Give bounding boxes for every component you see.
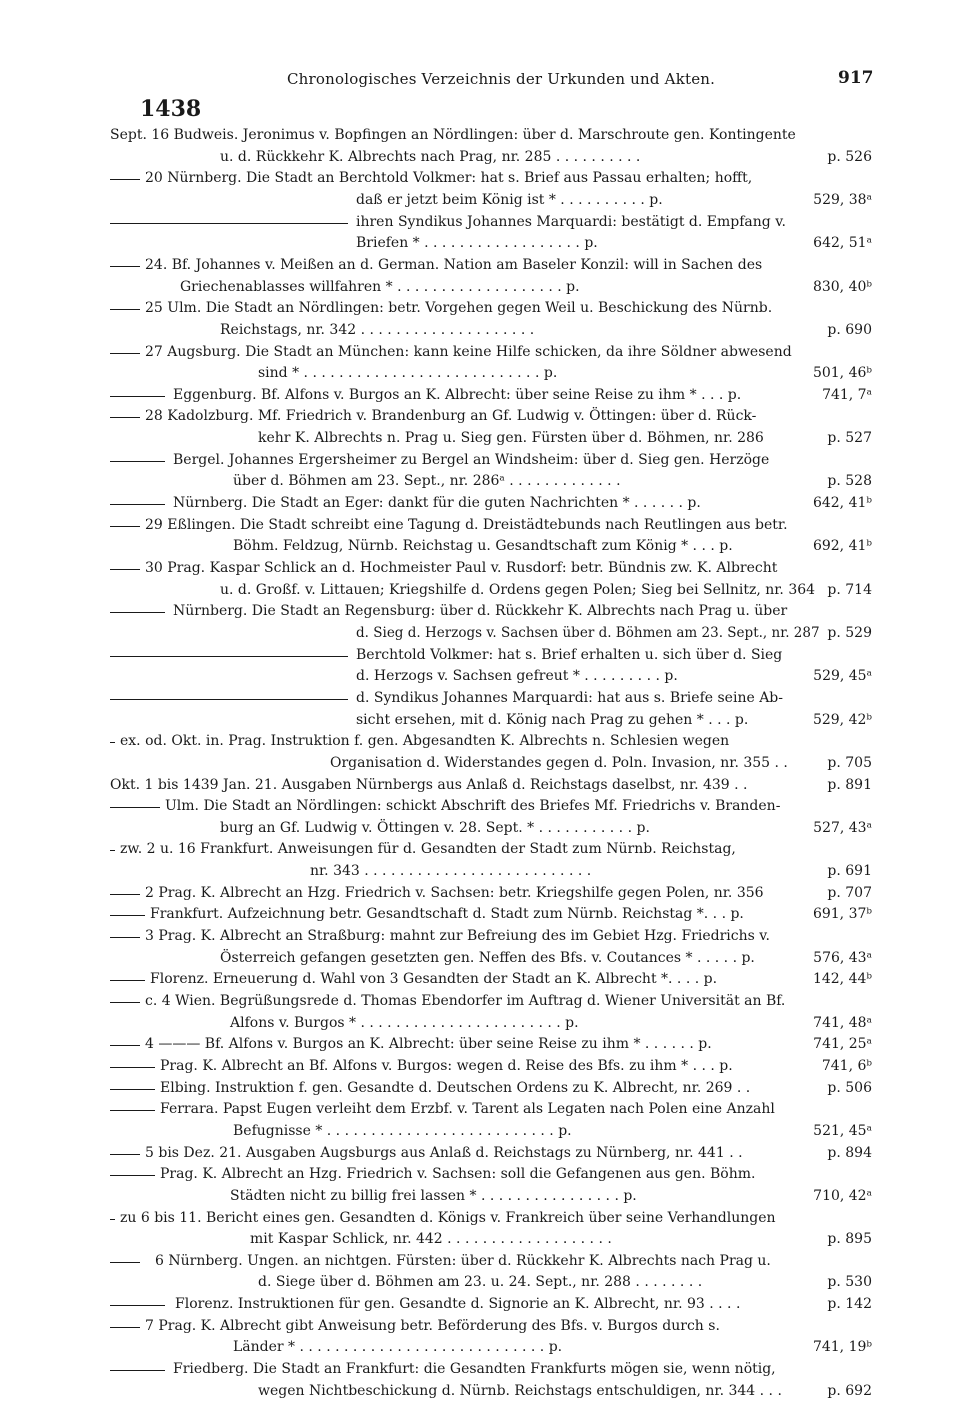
entry-line bbox=[0, 342, 960, 362]
entry-text: über d. Böhmen am 23. Sept., nr. 286ᵃ . . . . . . . . . . . . . bbox=[233, 473, 621, 490]
ditto-rule bbox=[110, 1089, 155, 1090]
page-reference: p. 526 bbox=[827, 148, 872, 165]
entry-line bbox=[0, 406, 960, 426]
entry-text: daß er jetzt beim König ist * . . . . . . . . . . p. bbox=[356, 191, 663, 208]
entry-line bbox=[0, 948, 960, 968]
ditto-rule bbox=[110, 417, 140, 418]
entry-text: sind * . . . . . . . . . . . . . . . . . . . . . . . . . . . p. bbox=[258, 365, 558, 382]
page-reference: 529, 38ᵃ bbox=[813, 191, 872, 208]
page-reference: p. 690 bbox=[827, 321, 872, 338]
entry-line bbox=[0, 1251, 960, 1271]
entry-line bbox=[0, 125, 960, 145]
entry-text: 28 Kadolzburg. Mf. Friedrich v. Brandenburg an Gf. Ludwig v. Öttingen: über d. Rück- bbox=[145, 408, 757, 425]
entry-text: Elbing. Instruktion f. gen. Gesandte d. Deutschen Ordens zu K. Albrecht, nr. 269 . . bbox=[160, 1079, 751, 1096]
entry-line bbox=[0, 818, 960, 838]
ditto-rule bbox=[110, 742, 115, 743]
entry-text: Prag. K. Albrecht an Hzg. Friedrich v. Sachsen: soll die Gefangenen aus gen. Böhm. bbox=[160, 1166, 756, 1183]
entry-line bbox=[0, 1337, 960, 1357]
ditto-rule bbox=[110, 1370, 165, 1371]
ditto-rule bbox=[110, 179, 140, 180]
entry-line bbox=[0, 147, 960, 167]
entry-text: 25 Ulm. Die Stadt an Nördlingen: betr. Vorgehen gegen Weil u. Beschickung des Nürnb. bbox=[145, 300, 773, 317]
entry-text: 30 Prag. Kaspar Schlick an d. Hochmeister Paul v. Rusdorf: betr. Bündnis zw. K. Albrecht bbox=[145, 560, 778, 576]
entry-line bbox=[0, 1143, 960, 1163]
entry-text: 29 Eßlingen. Die Stadt schreibt eine Tagung d. Dreistädtebunds nach Reutlingen aus betr. bbox=[145, 516, 788, 533]
entry-text: 6 Nürnberg. Ungen. an nichtgen. Fürsten: über d. Rückkehr K. Albrechts nach Prag u. bbox=[155, 1252, 771, 1269]
entry-line bbox=[0, 515, 960, 535]
entry-text: Organisation d. Widerstandes gegen d. Poln. Invasion, nr. 355 . . bbox=[330, 754, 788, 771]
entry-text: Ferrara. Papst Eugen verleiht dem Erzbf. v. Tarent als Legaten nach Polen eine Anzahl bbox=[160, 1101, 775, 1118]
entry-line bbox=[0, 1078, 960, 1098]
entry-line bbox=[0, 775, 960, 795]
entry-text: mit Kaspar Schlick, nr. 442 . . . . . . . . . . . . . . . . . . . bbox=[250, 1231, 612, 1248]
ditto-rule bbox=[110, 937, 140, 938]
entry-text: Florenz. Instruktionen für gen. Gesandte d. Signorie an K. Albrecht, nr. 93 . . . . bbox=[175, 1296, 741, 1313]
entry-text: Briefen * . . . . . . . . . . . . . . . . . . p. bbox=[356, 235, 598, 252]
entry-text: Länder * . . . . . . . . . . . . . . . . . . . . . . . . . . . . p. bbox=[233, 1339, 563, 1356]
ditto-rule bbox=[110, 1110, 155, 1111]
entry-text: d. Herzogs v. Sachsen gefreut * . . . . . . . . . p. bbox=[356, 668, 678, 685]
ditto-rule bbox=[110, 353, 140, 354]
page-reference: p. 529 bbox=[827, 624, 872, 641]
ditto-rule bbox=[110, 1154, 140, 1155]
page-reference: p. 142 bbox=[827, 1296, 872, 1313]
entry-text: Nürnberg. Die Stadt an Eger: dankt für die guten Nachrichten * . . . . . . p. bbox=[173, 495, 701, 512]
entry-line bbox=[0, 580, 960, 600]
ditto-rule bbox=[110, 526, 140, 527]
entry-text: 27 Augsburg. Die Stadt an München: kann keine Hilfe schicken, da ihre Söldner abwesend bbox=[145, 343, 792, 360]
page-reference: 691, 37ᵇ bbox=[812, 906, 872, 923]
entry-text: Ulm. Die Stadt an Nördlingen: schickt Abschrift des Briefes Mf. Friedrichs v. Branden- bbox=[165, 798, 781, 815]
entry-line bbox=[0, 363, 960, 383]
entry-text: ex. od. Okt. in. Prag. Instruktion f. gen. Abgesandten K. Albrechts n. Schlesien wegen bbox=[120, 733, 730, 750]
entry-line bbox=[0, 645, 960, 665]
entry-line bbox=[0, 710, 960, 730]
ditto-rule bbox=[110, 396, 165, 397]
entry-text: Griechenablasses willfahren * . . . . . . . . . . . . . . . . . . . p. bbox=[180, 278, 580, 295]
entry-line bbox=[0, 688, 960, 708]
ditto-rule bbox=[110, 850, 115, 851]
entry-text: Berchtold Volkmer: hat s. Brief erhalten u. sich über d. Sieg bbox=[356, 646, 783, 663]
page-reference: 521, 45ᵃ bbox=[813, 1122, 872, 1139]
entry-text: d. Siege über d. Böhmen am 23. u. 24. Sept., nr. 288 . . . . . . . . bbox=[258, 1274, 703, 1291]
page-reference: p. 891 bbox=[827, 776, 872, 793]
ditto-rule bbox=[110, 1045, 140, 1046]
page-reference: p. 692 bbox=[827, 1382, 872, 1399]
entry-text: u. d. Großf. v. Littauen; Kriegshilfe d. Ordens gegen Polen; Sieg bei Sellnitz, nr. 364 bbox=[220, 581, 816, 598]
entry-text: ihren Syndikus Johannes Marquardi: bestätigt d. Empfang v. bbox=[356, 213, 786, 230]
page-reference: p. 707 bbox=[827, 884, 872, 901]
entry-text: Böhm. Feldzug, Nürnb. Reichstag u. Gesandtschaft zum König * . . . p. bbox=[233, 538, 733, 555]
entry-text: u. d. Rückkehr K. Albrechts nach Prag, nr. 285 . . . . . . . . . . bbox=[220, 148, 641, 165]
page-reference: p. 691 bbox=[827, 863, 872, 880]
ditto-rule bbox=[110, 612, 165, 613]
entry-line bbox=[0, 558, 960, 578]
entry-text: Nürnberg. Die Stadt an Regensburg: über d. Rückkehr K. Albrechts nach Prag u. über bbox=[173, 603, 788, 620]
page-reference: 692, 41ᵇ bbox=[812, 538, 872, 555]
ditto-rule bbox=[110, 223, 348, 224]
entry-text: burg an Gf. Ludwig v. Öttingen v. 28. Sept. * . . . . . . . . . . . p. bbox=[220, 819, 650, 836]
entry-line bbox=[0, 926, 960, 946]
entry-text: Florenz. Erneuerung d. Wahl von 3 Gesandten der Stadt an K. Albrecht *. . . . p. bbox=[150, 971, 718, 988]
ditto-rule bbox=[110, 807, 160, 808]
page-reference: 576, 43ᵃ bbox=[813, 949, 872, 966]
entry-line bbox=[0, 450, 960, 470]
ditto-rule bbox=[110, 504, 165, 505]
entry-text: d. Syndikus Johannes Marquardi: hat aus s. Briefe seine Ab- bbox=[356, 689, 783, 706]
page-reference: p. 705 bbox=[827, 754, 872, 771]
entry-text: Frankfurt. Aufzeichnung betr. Gesandtschaft d. Stadt zum Nürnb. Reichstag *. . . p. bbox=[150, 906, 744, 923]
entry-line bbox=[0, 883, 960, 903]
ditto-rule bbox=[110, 1305, 165, 1306]
entry-line bbox=[0, 255, 960, 275]
entry-line bbox=[0, 1013, 960, 1033]
page-reference: 529, 42ᵇ bbox=[812, 711, 872, 728]
page-reference: 642, 51ᵃ bbox=[813, 235, 872, 252]
entry-line bbox=[0, 904, 960, 924]
entry-line bbox=[0, 623, 960, 643]
entry-line bbox=[0, 428, 960, 448]
entry-line bbox=[0, 1229, 960, 1249]
running-title: Chronologisches Verzeichnis der Urkunden und Akten. bbox=[287, 70, 716, 88]
year-heading: 1438 bbox=[140, 96, 202, 122]
entry-text: Österreich gefangen gesetzten gen. Neffen des Bfs. v. Coutances * . . . . . p. bbox=[220, 949, 755, 966]
entry-line bbox=[0, 969, 960, 989]
ditto-rule bbox=[110, 1002, 140, 1003]
entry-text: sicht ersehen, mit d. König nach Prag zu gehen * . . . p. bbox=[356, 711, 749, 728]
ditto-rule bbox=[110, 1327, 140, 1328]
ditto-rule bbox=[110, 569, 140, 570]
entry-text: 5 bis Dez. 21. Ausgaben Augsburgs aus Anlaß d. Reichstags zu Nürnberg, nr. 441 . . bbox=[145, 1144, 743, 1161]
ditto-rule bbox=[110, 266, 140, 267]
entry-text: Städten nicht zu billig frei lassen * . . . . . . . . . . . . . . . . p. bbox=[230, 1187, 637, 1204]
entry-line bbox=[0, 471, 960, 491]
entry-line bbox=[0, 1272, 960, 1292]
page-reference: 642, 41ᵇ bbox=[812, 495, 872, 512]
ditto-rule bbox=[110, 461, 165, 462]
entry-line bbox=[0, 493, 960, 513]
entry-line bbox=[0, 212, 960, 232]
page-reference: 527, 43ᵃ bbox=[813, 819, 872, 836]
entry-line bbox=[0, 168, 960, 188]
page-reference: p. 895 bbox=[827, 1231, 872, 1248]
page-reference: 830, 40ᵇ bbox=[812, 278, 872, 295]
entry-line bbox=[0, 1294, 960, 1314]
page-reference: 142, 44ᵇ bbox=[812, 971, 872, 988]
entry-text: Befugnisse * . . . . . . . . . . . . . . . . . . . . . . . . . . p. bbox=[233, 1122, 572, 1139]
page-reference: p. 506 bbox=[827, 1079, 872, 1096]
entry-text: 24. Bf. Johannes v. Meißen an d. German. Nation am Baseler Konzil: will in Sachen des bbox=[145, 256, 763, 273]
entry-text: d. Sieg d. Herzogs v. Sachsen über d. Böhmen am 23. Sept., nr. 287 bbox=[356, 624, 820, 641]
entry-line bbox=[0, 1164, 960, 1184]
ditto-rule bbox=[110, 1067, 155, 1068]
entry-text: Reichstags, nr. 342 . . . . . . . . . . . . . . . . . . . . bbox=[220, 321, 535, 338]
ditto-rule bbox=[110, 309, 140, 310]
entry-text: Friedberg. Die Stadt an Frankfurt: die Gesandten Frankfurts mögen sie, wenn nötig, bbox=[173, 1361, 776, 1378]
ditto-rule bbox=[110, 656, 348, 657]
entry-line bbox=[0, 601, 960, 621]
page-reference: p. 894 bbox=[827, 1144, 872, 1161]
entry-text: kehr K. Albrechts n. Prag u. Sieg gen. Fürsten über d. Böhmen, nr. 286 bbox=[258, 430, 764, 447]
entry-text: Prag. K. Albrecht an Bf. Alfons v. Burgos: wegen d. Reise des Bfs. zu ihm * . . . p. bbox=[160, 1057, 733, 1074]
entry-text: Eggenburg. Bf. Alfons v. Burgos an K. Albrecht: über seine Reise zu ihm * . . . p. bbox=[173, 386, 742, 403]
entry-line bbox=[0, 991, 960, 1011]
entry-text: c. 4 Wien. Begrüßungsrede d. Thomas Ebendorfer im Auftrag d. Wiener Universität an Bf. bbox=[145, 993, 786, 1009]
entry-text: Bergel. Johannes Ergersheimer zu Bergel an Windsheim: über d. Sieg gen. Herzöge bbox=[173, 451, 770, 468]
entry-line bbox=[0, 536, 960, 556]
page-reference: p. 527 bbox=[827, 430, 872, 447]
entry-line bbox=[0, 1208, 960, 1228]
entry-line bbox=[0, 1121, 960, 1141]
entry-line bbox=[0, 1034, 960, 1054]
ditto-rule bbox=[110, 915, 145, 916]
entry-line bbox=[0, 1099, 960, 1119]
entry-text: Sept. 16 Budweis. Jeronimus v. Bopfingen an Nördlingen: über d. Marschroute gen. Kontingente bbox=[110, 127, 796, 143]
page-number: 917 bbox=[838, 68, 874, 88]
page-reference: p. 528 bbox=[827, 473, 872, 490]
entry-line bbox=[0, 839, 960, 859]
page-reference: 741, 7ᵃ bbox=[822, 386, 872, 403]
ditto-rule bbox=[110, 699, 348, 700]
entry-line bbox=[0, 1381, 960, 1401]
entry-line bbox=[0, 190, 960, 210]
entry-text: nr. 343 . . . . . . . . . . . . . . . . . . . . . . . . . . bbox=[310, 863, 592, 880]
page-reference: 710, 42ᵃ bbox=[813, 1187, 872, 1204]
entry-line bbox=[0, 666, 960, 686]
page-reference: 529, 45ᵃ bbox=[813, 668, 872, 685]
entry-text: zu 6 bis 11. Bericht eines gen. Gesandten d. Königs v. Frankreich über seine Verhandlungen bbox=[120, 1209, 776, 1226]
entry-text: Okt. 1 bis 1439 Jan. 21. Ausgaben Nürnbergs aus Anlaß d. Reichstags daselbst, nr. 439 . . bbox=[110, 776, 748, 793]
ditto-rule bbox=[110, 1219, 115, 1220]
entry-line bbox=[0, 1316, 960, 1336]
entry-line bbox=[0, 385, 960, 405]
page-reference: 741, 48ᵃ bbox=[813, 1014, 872, 1031]
page-reference: 741, 6ᵇ bbox=[821, 1057, 872, 1074]
page-reference: 501, 46ᵇ bbox=[812, 365, 872, 382]
entry-line bbox=[0, 753, 960, 773]
ditto-rule bbox=[110, 1262, 140, 1263]
ditto-rule bbox=[110, 980, 145, 981]
entry-text: 2 Prag. K. Albrecht an Hzg. Friedrich v. Sachsen: betr. Kriegshilfe gegen Polen, nr. 356 bbox=[145, 884, 764, 901]
entry-line bbox=[0, 1056, 960, 1076]
page-reference: 741, 19ᵇ bbox=[812, 1339, 872, 1356]
entry-line bbox=[0, 731, 960, 751]
ditto-rule bbox=[110, 894, 140, 895]
entry-line bbox=[0, 796, 960, 816]
page-reference: p. 714 bbox=[827, 581, 872, 598]
entry-text: 20 Nürnberg. Die Stadt an Berchtold Volkmer: hat s. Brief aus Passau erhalten; hofft, bbox=[145, 170, 753, 187]
entry-text: wegen Nichtbeschickung d. Nürnb. Reichstags entschuldigen, nr. 344 . . . bbox=[258, 1382, 782, 1399]
page-reference: 741, 25ᵃ bbox=[813, 1036, 872, 1053]
ditto-rule bbox=[110, 1175, 155, 1176]
entry-line bbox=[0, 233, 960, 253]
entry-line bbox=[0, 1359, 960, 1379]
entry-text: Alfons v. Burgos * . . . . . . . . . . . . . . . . . . . . . . . p. bbox=[230, 1014, 579, 1031]
entry-line bbox=[0, 298, 960, 318]
entry-text: zw. 2 u. 16 Frankfurt. Anweisungen für d. Gesandten der Stadt zum Nürnb. Reichstag, bbox=[120, 841, 736, 858]
entry-line bbox=[0, 861, 960, 881]
entry-line bbox=[0, 277, 960, 297]
entry-text: 4 ——— Bf. Alfons v. Burgos an K. Albrecht: über seine Reise zu ihm * . . . . . . p. bbox=[145, 1036, 712, 1053]
page-reference: p. 530 bbox=[827, 1274, 872, 1291]
entry-line bbox=[0, 320, 960, 340]
entry-line bbox=[0, 1186, 960, 1206]
entry-text: 3 Prag. K. Albrecht an Straßburg: mahnt zur Befreiung des im Gebiet Hzg. Friedrichs v. bbox=[145, 928, 770, 945]
entry-text: 7 Prag. K. Albrecht gibt Anweisung betr. Beförderung des Bfs. v. Burgos durch s. bbox=[145, 1317, 720, 1334]
